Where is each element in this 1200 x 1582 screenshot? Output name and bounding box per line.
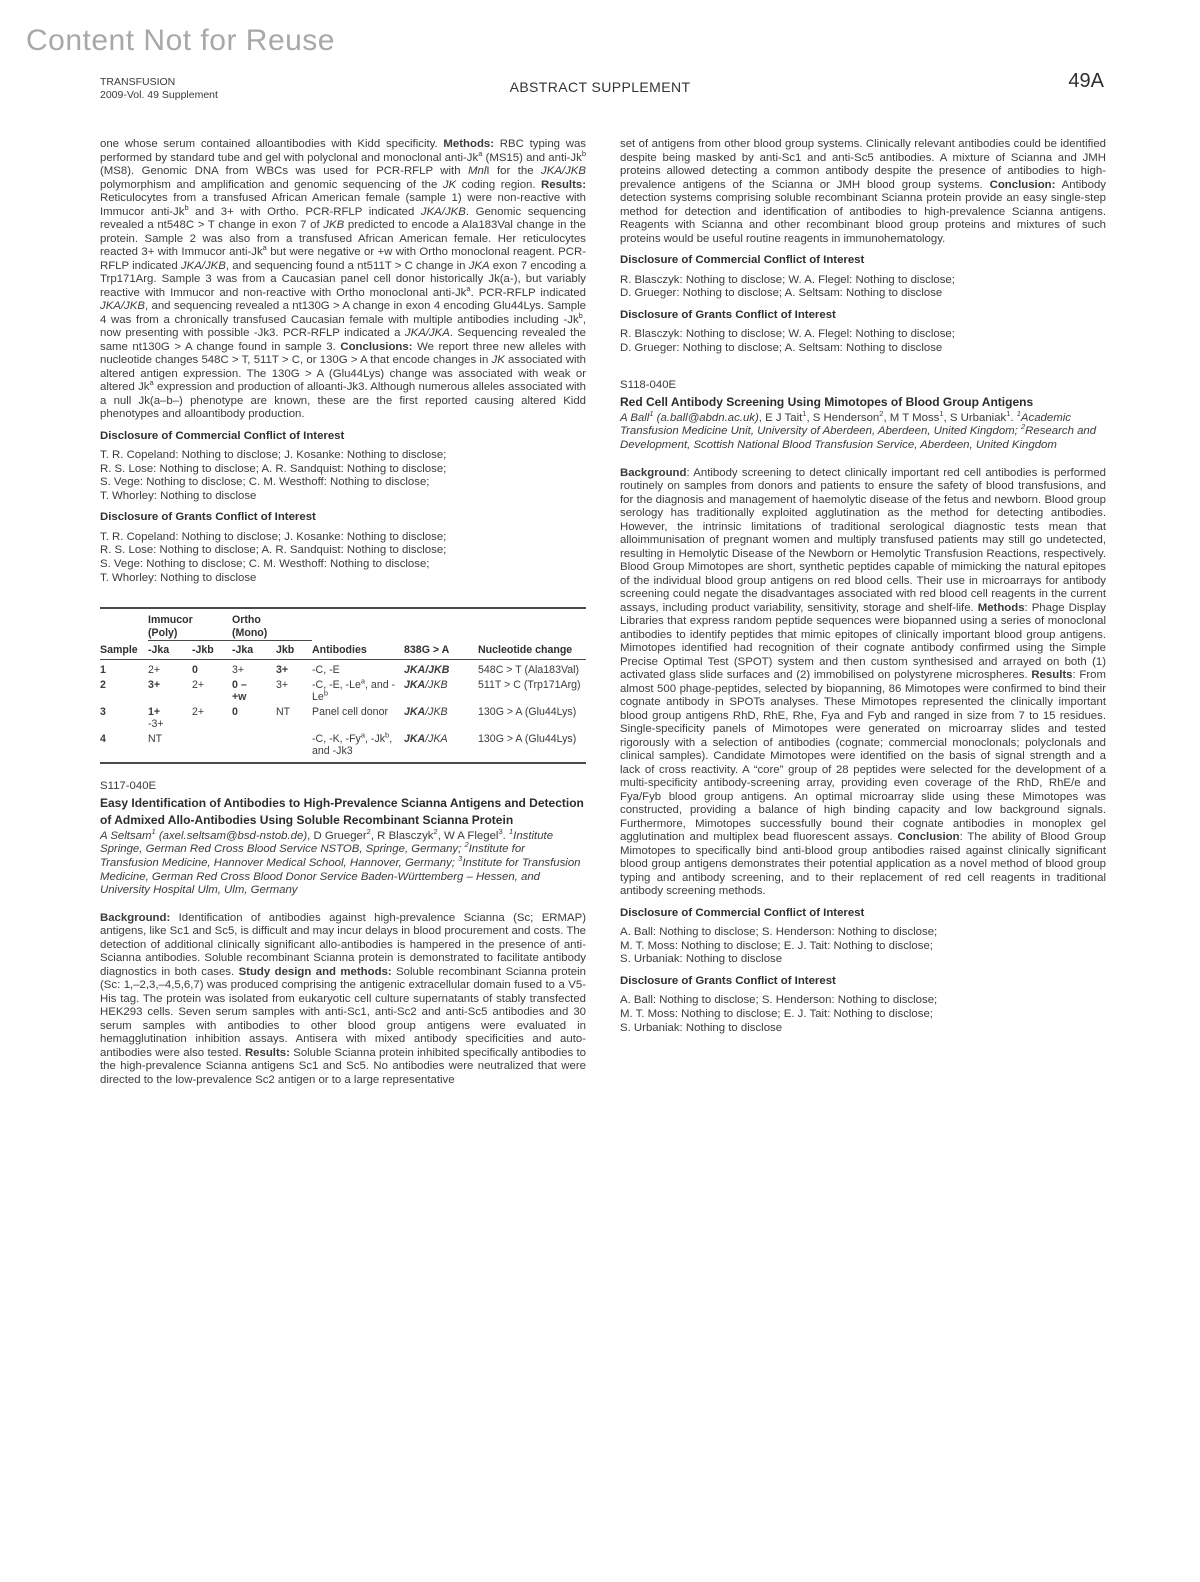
right-column: [620, 138, 1106, 1087]
table-cell: 0: [192, 664, 198, 677]
disclosure-line: R. S. Lose: Nothing to disclose; A. R. Sandquist: Nothing to disclose;: [100, 462, 447, 475]
table-column-header: Antibodies: [312, 641, 404, 660]
journal-volume: 2009-Vol. 49 Supplement: [100, 88, 218, 101]
disclosure-line: R. S. Lose: Nothing to disclose; A. R. Sandquist: Nothing to disclose;: [100, 544, 447, 557]
disclosure-line: R. Blasczyk: Nothing to disclose; W. A. Flegel: Nothing to disclose;: [620, 328, 955, 341]
table-cell: 4: [100, 732, 106, 745]
abstract-title-s117: Easy Identification of Antibodies to High-Prevalence Scianna Antigens and Detection of Admixed Allo-Antibodies Using Soluble Recombinant Scianna Protein: [100, 795, 584, 827]
disclosure-line: M. T. Moss: Nothing to disclose; E. J. Tait: Nothing to disclose;: [620, 939, 933, 952]
abstract-authors-s117: A Seltsam$^1$ (axel.seltsam@bsd-nstob.de), D Grueger$^2$, R Blasczyk$^2$, W A Flegel$^3$. $^1$Institute Springe, German Red Cross Blood Service NSTOB, Springe, Germany; $^2$Institute for Transfusion Medicine, Hannover Medical School, Hannover, Germany; $^3$Institute for Transfusion Medicine, German Red Cross Blood Donor Service Baden-Württemberg – Hessen, and University Hospital Ulm, Ulm, Germany: [100, 827, 581, 897]
table-column-header: Nucleotide change: [478, 641, 586, 660]
table-cell: [192, 732, 232, 764]
table-cell: JKA/JKA: [404, 732, 448, 745]
table-cell: 0: [232, 705, 238, 718]
table-group-ortho: Ortho (Mono): [232, 608, 312, 640]
disclosure-line: S. Urbaniak: Nothing to disclose: [620, 1021, 783, 1034]
disclosure-line: T. Whorley: Nothing to disclose: [100, 571, 257, 584]
disclosure-line: M. T. Moss: Nothing to disclose; E. J. Tait: Nothing to disclose;: [620, 1008, 933, 1021]
table-group-header-row: [100, 608, 586, 640]
table-cell: NT: [148, 732, 163, 745]
table-cell: -C, -E: [312, 664, 340, 677]
disclosure-line: A. Ball: Nothing to disclose; S. Henderson: Nothing to disclose;: [620, 926, 938, 939]
table-row: [100, 678, 586, 705]
table-cell: 511T > C (Trp171Arg): [478, 678, 581, 691]
table-cell: 3: [100, 705, 106, 718]
table-column-header: -Jka: [148, 641, 192, 660]
disclosure-commercial-heading-s118: Disclosure of Commercial Conflict of Interest: [620, 906, 865, 919]
table-row: [100, 660, 586, 678]
disclosure-line: R. Blasczyk: Nothing to disclose; W. A. Flegel: Nothing to disclose;: [620, 273, 955, 286]
disclosure-commercial-lines: [620, 274, 1106, 301]
disclosure-commercial-heading: Disclosure of Commercial Conflict of Interest: [620, 254, 865, 266]
disclosure-commercial-lines: [100, 449, 586, 503]
abstract-id-s117: S117-040E: [100, 780, 157, 793]
table-cell: -C, -E, -Le$^a$, and -Le$^b$: [312, 676, 396, 704]
table-column-header: 838G > A: [404, 641, 478, 660]
table-cell: 0 – +w: [232, 678, 247, 704]
table-spacer-cell: [100, 608, 148, 640]
abstract-continuation-paragraph: set of antigens from other blood group systems. Clinically relevant antibodies could be identified despite being masked by anti-Sc1 and anti-Sc5 antibodies. A mixture of Scianna and JMH proteins allowed detecting a common antibody despite the presence of antibodies to high-prevalence antigens of the Scianna or JMH blood group systems. Conclusion: Antibody detection systems comprising soluble recombinant Scianna protein provide an easy single-step method for detection and identification of antibodies to high-prevalence Scianna antigens. Reagents with Scianna and other recombinant blood group proteins and mixtures of such proteins would be useful routine reagents in immunohematology.: [620, 138, 1106, 245]
disclosure-grants-heading-s118: Disclosure of Grants Conflict of Interest: [620, 974, 836, 987]
table-column-header: Sample: [100, 641, 148, 660]
table-cell: 2: [100, 678, 106, 691]
page-number: 49A: [1068, 70, 1104, 92]
table-cell: 2+: [148, 664, 161, 677]
disclosure-line: S. Urbaniak: Nothing to disclose: [620, 953, 783, 966]
two-column-body: [100, 138, 1106, 1087]
disclosure-line: T. Whorley: Nothing to disclose: [100, 489, 257, 502]
table-column-header-row: [100, 641, 586, 660]
table-column-header: -Jkb: [192, 641, 232, 660]
table-cell: 3+: [148, 678, 161, 691]
disclosure-line: T. R. Copeland: Nothing to disclose; J. Kosanke: Nothing to disclose;: [100, 449, 447, 461]
abstract-body-s118: Background: Antibody screening to detect clinically important red cell antibodies is performed routinely on samples from donors and patients to ensure the safety of blood transfusions, and for the diagnosis and management of haemolytic disease of the fetus and newborn. Blood group serology has traditionally exploited agglutination as the method for detecting antibodies. However, the intrinsic limitations of traditional serological diagnostic tests mean that alloimmunisation of pregnant women and multiply transfused patients may still go undetected, resulting in Hemolytic Disease of the Newborn or Hemolytic Transfusion Reactions, respectively. Blood Group Mimotopes are short, synthetic peptides capable of mimicking the natural epitopes of the individual blood group antigens on red blood cells. Their use in microarrays for antibody screening could negate the disadvantages associated with red blood cell reagents in the current assays, including product variability, sensitivity, storage and shelf-life. Methods: Phage Display Libraries that express random peptide sequences were biopanned using a series of monoclonal antibodies to identify peptides that mimic epitopes of clinically important blood group antigens. Mimotopes identified had recognition of their cognate antibody confirmed using the Simple Precise Optimal Test (SPOT) system and then custom synthesised and arrayed on both (1) activated glass slide surfaces and (2) immobilised on polystyrene microspheres. Results: From almost 500 phage-peptides, selected by biopanning, 86 Mimotopes were confirmed to bind their cognate antibody in SPOTs analyses. These Mimotopes represented the clinically important blood group antigens RhD, RhE, Rhe, Fya and Fyb and ranged in size from 7 to 15 residues. Single-specificity panels of Mimotopes were generated on microarray slides and tested rigorously with a selection of antibodies (cognate; commercial monoclonals; polyclonals and clinical samples). Candidate Mimotopes were identified on the basis of signal strength and a lack of cross reactivity. A “core” group of 28 peptides were selected for the development of a multi-specificity antibody-screening array, providing even coverage of the RhD, RhE/e and Fya/Fyb blood group antigens. An optimal microarray slide using these Mimotopes was constructed, providing a balance of high binding capacity and low background signals. Furthermore, Mimotopes successfully bound their cognate antibodies in monoplex gel agglutination and multiplex bead fluorescent assays. Conclusion: The ability of Blood Group Mimotopes to specifically bind anti-blood group antibodies raised against clinically significant blood group antigens demonstrates their potential application as a novel method of blood group typing and antibody screening, and to their replacement of red cell reagents in traditional antibody screening methods.: [620, 466, 1106, 898]
disclosure-grants-lines: [100, 531, 586, 585]
disclosure-line: S. Vege: Nothing to disclose; C. M. Westhoff: Nothing to disclose;: [100, 558, 430, 571]
journal-name: TRANSFUSION: [100, 76, 176, 88]
table-row: [100, 732, 586, 764]
table-cell: 548C > T (Ala183Val): [478, 664, 580, 677]
disclosure-grants-heading: Disclosure of Grants Conflict of Interest: [100, 511, 316, 524]
disclosure-grants-heading: Disclosure of Grants Conflict of Interest: [620, 308, 836, 321]
table-cell: 1+ -3+: [148, 705, 164, 731]
table-column-header: Jkb: [276, 641, 312, 660]
table-cell: JKA/JKB: [404, 664, 450, 677]
disclosure-commercial-heading: Disclosure of Commercial Conflict of Interest: [100, 429, 345, 442]
table-cell: -C, -K, -Fy$^a$, -Jk$^b$, and -Jk3: [312, 729, 393, 757]
abstract-authors-s118: A Ball$^1$ (a.ball@abdn.ac.uk), E J Tait$^1$, S Henderson$^2$, M T Moss$^1$, S Urbaniak$^1$. $^1$Academic Transfusion Medicine Unit, University of Aberdeen, Aberdeen, United Kingdom; $^2$Research and Development, Scottish National Blood Transfusion Service, Aberdeen, United Kingdom: [620, 409, 1097, 452]
abstract-id-s118: S118-040E: [620, 379, 677, 392]
disclosure-grants-lines-s118: [620, 994, 1106, 1035]
table-cell: 3+: [276, 678, 289, 691]
disclosure-line: S. Vege: Nothing to disclose; C. M. Westhoff: Nothing to disclose;: [100, 476, 430, 489]
table-cell: 1: [100, 664, 106, 677]
table-cell: NT: [276, 705, 291, 718]
table-cell: JKA/JKB: [404, 678, 448, 691]
table-cell: 2+: [192, 705, 205, 718]
kidd-typing-results-table: [100, 607, 586, 764]
disclosure-line: D. Grueger: Nothing to disclose; A. Seltsam: Nothing to disclose: [620, 287, 943, 300]
table-cell: 3+: [232, 664, 245, 677]
running-head: ABSTRACT SUPPLEMENT: [509, 79, 691, 95]
disclosure-line: D. Grueger: Nothing to disclose; A. Seltsam: Nothing to disclose: [620, 341, 943, 354]
table-body: [100, 660, 586, 763]
left-column: [100, 138, 586, 1087]
table-cell: Panel cell donor: [312, 705, 388, 718]
table-cell: 2+: [192, 678, 205, 691]
table-cell: 3+: [276, 664, 289, 677]
table-group-immucor: Immucor (Poly): [148, 608, 232, 640]
disclosure-commercial-lines-s118: [620, 926, 1106, 967]
table-cell: 130G > A (Glu44Lys): [478, 705, 577, 718]
table-column-header: -Jka: [232, 641, 276, 660]
table-row: [100, 705, 586, 732]
disclosure-line: T. R. Copeland: Nothing to disclose; J. Kosanke: Nothing to disclose;: [100, 530, 447, 543]
abstract-title-s118: Red Cell Antibody Screening Using Mimotopes of Blood Group Antigens: [620, 394, 1034, 409]
disclosure-grants-lines: [620, 328, 1106, 355]
table-spacer-cell: [312, 608, 586, 640]
table-cell: [276, 732, 312, 764]
table-cell: JKA/JKB: [404, 705, 448, 718]
table-cell: [232, 732, 276, 764]
disclosure-line: A. Ball: Nothing to disclose; S. Henderson: Nothing to disclose;: [620, 994, 938, 1007]
abstract-body-s117: Background: Identification of antibodies against high-prevalence Scianna (Sc; ERMAP) antigens, like Sc1 and Sc5, is difficult and may incur delays in blood procurement and costs. The detection of additional clinically significant allo-antibodies is hampered in the presence of anti-Scianna antibodies. Soluble recombinant Scianna protein is demonstrated to facilitate antibody diagnostics in both cases. Study design and methods: Soluble recombinant Scianna protein (Sc: 1,–2,3,–4,5,6,7) was produced comprising the antigenic extracellular domain fused to a V5-His tag. The protein was isolated from eukaryotic cell culture supernatants of stably transfected HEK293 cells. Seven serum samples with anti-Sc1, anti-Sc2 and anti-Sc5 antibodies and 30 serum samples with antibodies to other blood group antigens were evaluated in hemagglutination inhibition assays. Antisera with mixed antibody specificities and auto-antibodies were also tested. Results: Soluble Scianna protein inhibited specifically antibodies to the high-prevalence Scianna antigens Sc1 and Sc5. No antibodies were neutralized that were directed to the low-prevalence Sc2 antigen or to a large representative: [100, 911, 586, 1086]
abstract-continuation-paragraph: one whose serum contained alloantibodies with Kidd specificity. Methods: RBC typing was performed by standard tube and gel with polyclonal and monoclonal anti-Jk$^a$ (MS15) and anti-Jk$^b$ (MS8). Genomic DNA from WBCs was used for PCR-RFLP with MnlI for the JKA/JKB polymorphism and amplification and genomic sequencing of the JK coding region. Results: Reticulocytes from a transfused African American female (sample 1) were non-reactive with Immucor anti-Jk$^b$ and 3+ with Ortho. PCR-RFLP indicated JKA/JKB. Genomic sequencing revealed a nt548C > T change in exon 7 of JKB predicted to encode a Ala183Val change in the protein. Sample 2 was also from a transfused African American female. Her reticulocytes reacted 3+ with Immucor anti-Jk$^a$ but were negative or +w with Ortho monoclonal reagent. PCR-RFLP indicated JKA/JKB, and sequencing found a nt511T > C change in JKA exon 7 encoding a Trp171Arg. Sample 3 was from a Caucasian panel cell donor historically Jk(a-), but variably reactive with Immucor and non-reactive with Ortho monoclonal anti-Jk$^a$. PCR-RFLP indicated JKA/JKB, and sequencing revealed a nt130G > A change in exon 4 encoding Glu44Lys. Sample 4 was from a chronically transfused Caucasian female with multiple antibodies including -Jk$^b$, now presenting with possible -Jk3. PCR-RFLP indicated a JKA/JKA. Sequencing revealed the same nt130G > A change found in sample 3. Conclusions: We report three new alleles with nucleotide changes 548C > T, 511T > C, or 130G > A that encode changes in JK associated with altered antigen expression. The 130G > A (Glu44Lys) change was associated with weak or altered Jk$^a$ expression and production of alloanti-Jk3. Although numerous alleles associated with a null Jk(a–b–) phenotype are known, these are the first reported causing altered Kidd phenotypes and alloantibody production.: [100, 138, 587, 420]
watermark-text: Content Not for Reuse: [26, 24, 335, 57]
table-cell: 130G > A (Glu44Lys): [478, 732, 577, 745]
